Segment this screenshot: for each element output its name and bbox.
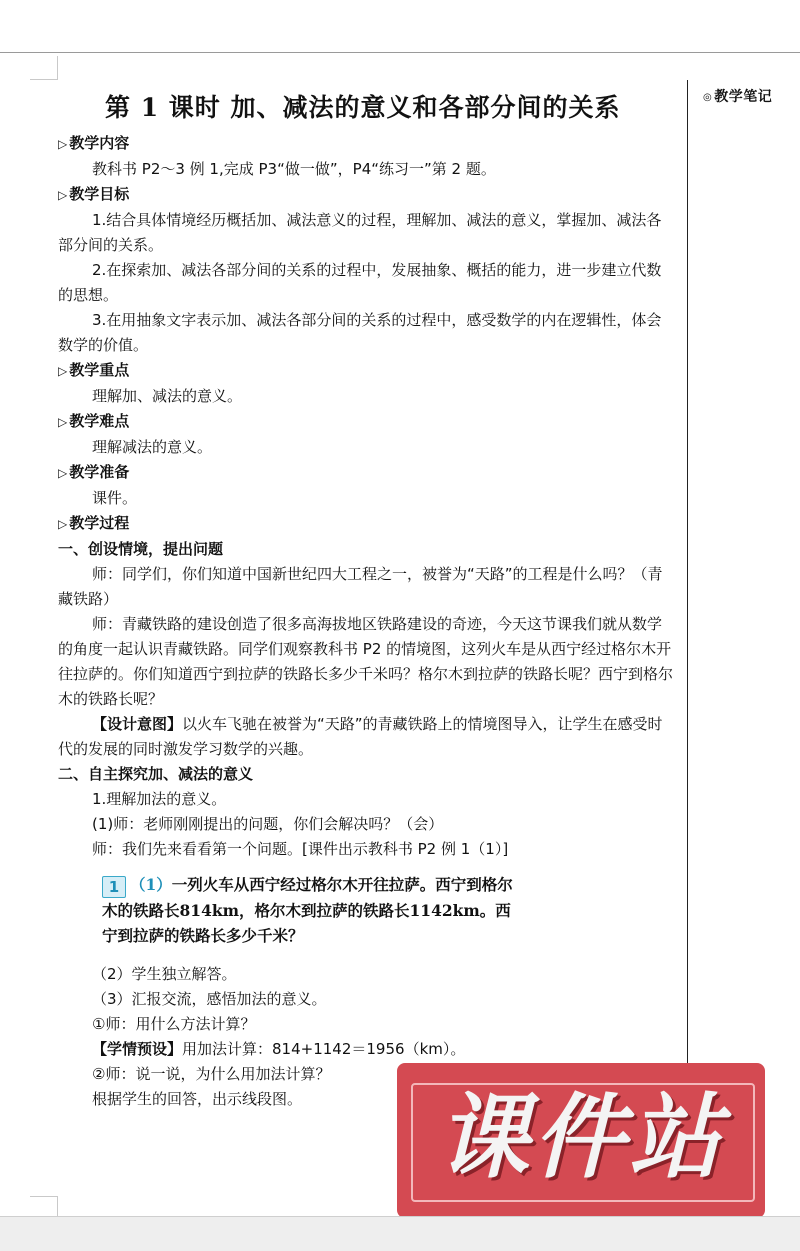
goal-2: 2.在探索加、减法各部分间的关系的过程中，发展抽象、概括的能力，进一步建立代数的思想。 <box>58 261 662 304</box>
part2-line-7: ②师：说一说，为什么用加法计算？ <box>92 1065 331 1083</box>
preset-text: 用加法计算：814+1142＝1956（km）。 <box>182 1040 466 1058</box>
prep-text: 课件。 <box>92 489 138 507</box>
crop-mark-bottom-v <box>57 1196 58 1216</box>
example-part-tag: （1） <box>130 875 172 894</box>
example-number-badge: 1 <box>102 876 126 898</box>
watermark-logo <box>397 1063 765 1218</box>
document-body <box>58 131 676 1112</box>
part1-paragraph-1: 师：同学们，你们知道中国新世纪四大工程之一，被誉为“天路”的工程是什么吗？（青藏铁路） <box>58 565 663 608</box>
triangle-icon: ▷ <box>58 415 68 429</box>
part1-paragraph-2: 师：青藏铁路的建设创造了很多高海拔地区铁路建设的奇迹，今天这节课我们就从数学的角度一起认识青藏铁路。同学们观察教科书 P2 的情境图，这列火车是从西宁经过格尔木开往拉萨的。你们知道西宁到拉萨的铁路长多少千米吗？格尔木到拉萨的铁路长呢？西宁到格尔木的铁路长呢？ <box>58 615 674 708</box>
part2-line-5: （3）汇报交流，感悟加法的意义。 <box>92 990 327 1008</box>
section-heading-content: ▷ 教学内容 <box>58 134 130 152</box>
preset-label: 【学情预设】 <box>92 1040 183 1058</box>
crop-mark-bottom-h <box>30 1196 57 1197</box>
example-box <box>102 872 522 948</box>
part2-line-6: ①师：用什么方法计算？ <box>92 1015 256 1033</box>
section-heading-goals: ▷ 教学目标 <box>58 185 130 203</box>
section-heading-prep: ▷ 教学准备 <box>58 463 130 481</box>
part2-line-2: (1)师：老师刚刚提出的问题，你们会解决吗？（会） <box>92 815 444 833</box>
section-heading-key: ▷ 教学重点 <box>58 361 130 379</box>
triangle-icon: ▷ <box>58 364 68 378</box>
watermark-text: 课件站 <box>436 1084 725 1191</box>
crop-mark-top-h <box>30 79 57 80</box>
page-title: 第 1 课时 加、减法的意义和各部分间的关系 <box>105 93 621 122</box>
triangle-icon: ▷ <box>58 188 68 202</box>
section-heading-difficulty: ▷ 教学难点 <box>58 412 130 430</box>
section-heading-process: ▷ 教学过程 <box>58 514 130 532</box>
crop-mark-top-v <box>57 56 58 80</box>
part2-line-8: 根据学生的回答，出示线段图。 <box>92 1090 303 1108</box>
top-rule <box>0 52 800 53</box>
content-text: 教科书 P2～3 例 1,完成 P3“做一做”，P4“练习一”第 2 题。 <box>92 160 496 178</box>
part2-line-1: 1.理解加法的意义。 <box>92 790 227 808</box>
notes-bullet-icon: ◎ <box>703 92 713 103</box>
part1-heading: 一、创设情境，提出问题 <box>58 540 224 558</box>
design-intent-text: 以火车飞驰在被誉为“天路”的青藏铁路上的情境图导入，让学生在感受时代的发展的同时激发学习数学的兴趣。 <box>58 715 663 758</box>
part2-line-3: 师：我们先来看看第一个问题。[课件出示教科书 P2 例 1（1）] <box>92 840 509 858</box>
design-intent <box>58 712 676 762</box>
preset-line <box>58 1037 676 1062</box>
key-text: 理解加、减法的意义。 <box>92 387 243 405</box>
example-text: 一列火车从西宁经过格尔木开往拉萨。西宁到格尔木的铁路长814km，格尔木到拉萨的铁路长1142km。西宁到拉萨的铁路长多少千米？ <box>102 875 513 945</box>
goal-1: 1.结合具体情境经历概括加、减法意义的过程，理解加、减法的意义，掌握加、减法各部分间的关系。 <box>58 211 662 254</box>
triangle-icon: ▷ <box>58 517 68 531</box>
bottom-bar <box>0 1216 800 1251</box>
design-intent-label: 【设计意图】 <box>92 715 183 733</box>
teaching-notes-label: ◎ 教学笔记 <box>703 89 773 105</box>
goal-3: 3.在用抽象文字表示加、减法各部分间的关系的过程中，感受数学的内在逻辑性，体会数学的价值。 <box>58 311 662 354</box>
notes-divider <box>687 80 688 1195</box>
part2-line-4: （2）学生独立解答。 <box>92 965 237 983</box>
part2-heading: 二、自主探究加、减法的意义 <box>58 765 254 783</box>
difficulty-text: 理解减法的意义。 <box>92 438 213 456</box>
triangle-icon: ▷ <box>58 466 68 480</box>
triangle-icon: ▷ <box>58 137 68 151</box>
